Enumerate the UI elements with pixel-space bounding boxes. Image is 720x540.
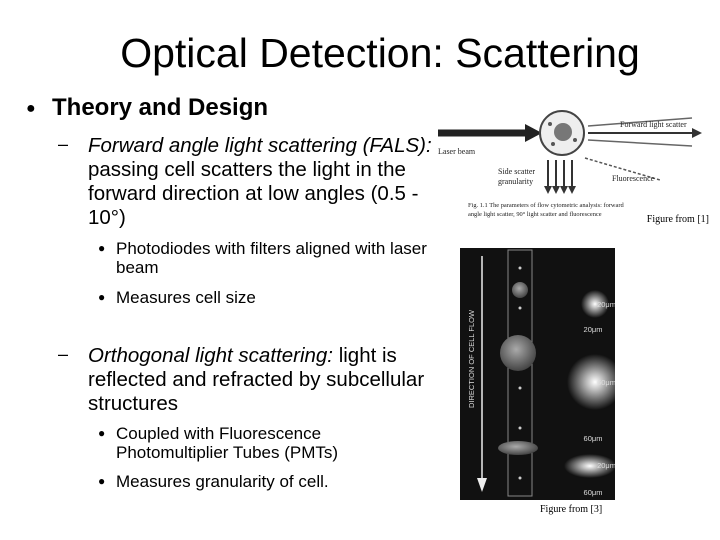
scale-label: 60μm — [583, 434, 603, 443]
fals-description: passing cell scatters the light in the forward direction at low angles (0.5 - 10°) — [88, 158, 419, 229]
scale-label: 20μm — [597, 461, 615, 470]
cell-flow-diagram — [460, 248, 615, 500]
dash-marker: – — [58, 344, 69, 364]
dash-marker: – — [58, 134, 69, 154]
figure-cell-flow — [460, 248, 615, 500]
bullet-dot: ● — [98, 241, 106, 255]
fals-bullet-2: Measures cell size — [116, 288, 256, 307]
small-cell — [512, 282, 528, 298]
bullet-dot: ● — [98, 290, 106, 304]
flow-direction-label: DIRECTION OF CELL FLOW — [467, 309, 476, 408]
bullet-dot: ● — [98, 426, 106, 440]
laser-beam-label: Laser beam — [438, 147, 476, 156]
forward-scatter-label: Forward light scatter — [620, 120, 687, 129]
orth-bullet-1: Coupled with Fluorescence Photomultiplier Tubes (PMTs) — [116, 424, 339, 462]
cell-nucleus — [554, 123, 572, 141]
fluorescence-label: Fluorescence — [612, 174, 655, 183]
orth-bullet-2: Measures granularity of cell. — [116, 472, 329, 491]
orth-text — [88, 344, 458, 416]
granularity-label: granularity — [498, 177, 534, 186]
scale-label: 60μm — [597, 378, 615, 387]
orth-term: Orthogonal light scattering: — [88, 344, 333, 367]
figure-scatter-parameters — [430, 88, 715, 238]
scale-label: 20μm — [597, 300, 615, 309]
orth-description: light is reflected and refracted by subcellular structures — [88, 344, 425, 415]
fals-term: Forward angle light scattering (FALS): — [88, 134, 432, 157]
slide-title: Optical Detection: Scattering — [120, 30, 640, 76]
figure-credit-1: Figure from [1] — [646, 214, 709, 225]
fals-bullet-1: Photodiodes with filters aligned with laser beam — [116, 239, 427, 277]
scale-label: 20μm — [583, 325, 603, 334]
side-scatter-label: Side scatter — [498, 167, 536, 176]
flat-cell — [498, 441, 538, 455]
bullet-dot: ● — [26, 100, 36, 117]
fals-text — [88, 134, 438, 230]
figure-credit-3: Figure from [3] — [540, 504, 603, 515]
large-cell — [500, 335, 536, 371]
figure-caption-line-2: angle light scatter, 90° light scatter and fluorescence — [468, 211, 602, 218]
figure-caption-line-1: Fig. 1.1 The parameters of flow cytometric analysis: forward — [468, 202, 624, 209]
side-scatter-arrows — [548, 160, 572, 188]
scale-label: 60μm — [583, 488, 603, 497]
heading-theory-design: Theory and Design — [52, 94, 269, 121]
bullet-dot: ● — [98, 474, 106, 488]
